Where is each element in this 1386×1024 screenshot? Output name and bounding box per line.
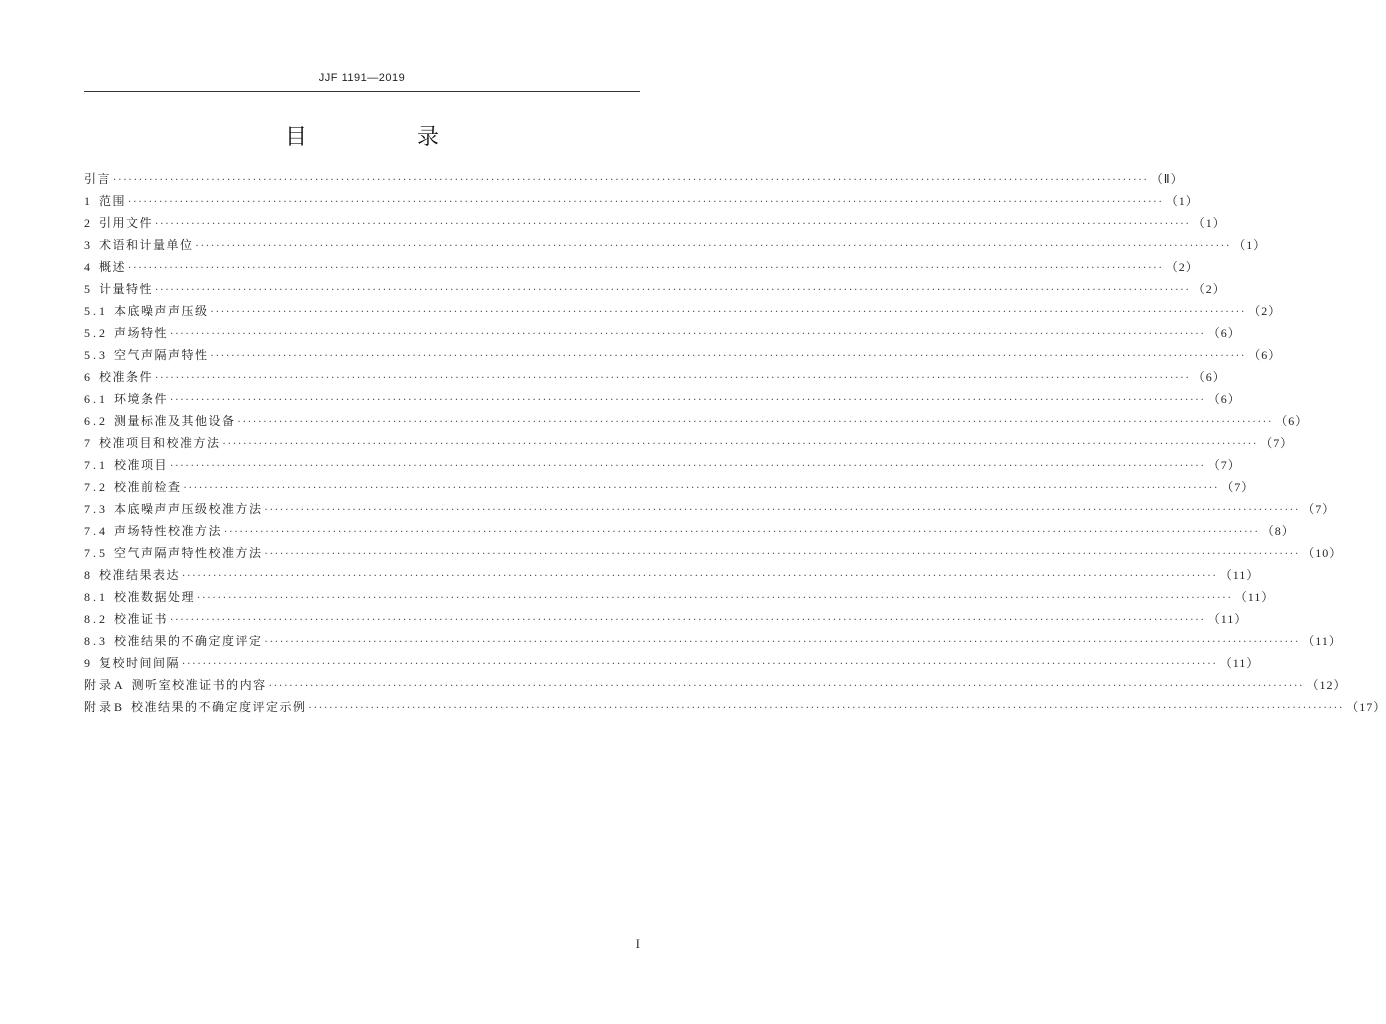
toc-entry-label <box>84 234 194 256</box>
toc-entry-title: 校准项目 <box>114 458 169 472</box>
toc-entry-title: 概述 <box>99 260 127 274</box>
toc-entry-number: 7.5 <box>84 546 108 560</box>
toc-entry-title: 引言 <box>84 172 112 186</box>
toc-leader-dots: ········································································································································································································ <box>264 637 1301 648</box>
toc-entry[interactable] <box>84 212 1226 234</box>
toc-entry-page: （12） <box>1306 678 1347 692</box>
toc-entry-label <box>84 696 307 718</box>
toc-entry-page: （10） <box>1302 546 1343 560</box>
toc-entry-title: 引用文件 <box>99 216 154 230</box>
toc-entry-label <box>84 564 180 586</box>
toc-entry[interactable] <box>84 542 1343 564</box>
toc-leader-dots: ········································································································································································································ <box>224 527 1260 538</box>
toc-leader-dots: ········································································································································································································ <box>182 659 1218 670</box>
toc-entry-page: （7） <box>1302 502 1336 516</box>
toc-entry-page: （7） <box>1221 480 1255 494</box>
toc-entry-label <box>84 256 126 278</box>
toc-entry-page: （6） <box>1275 414 1309 428</box>
toc-entry-page: （17） <box>1346 700 1386 714</box>
toc-entry-label <box>84 498 263 520</box>
toc-leader-dots: ········································································································································································································ <box>210 351 1247 362</box>
toc-entry-number: 7.1 <box>84 458 108 472</box>
toc-leader-dots: ········································································································································································································ <box>268 681 1305 692</box>
toc-entry[interactable] <box>84 520 1295 542</box>
toc-entry-number: 7.2 <box>84 480 108 494</box>
toc-leader-dots: ········································································································································································································ <box>155 219 1191 230</box>
toc-entry-label <box>84 168 111 190</box>
toc-entry-title: 校准项目和校准方法 <box>99 436 221 450</box>
toc-entry-number: 3 <box>84 238 93 252</box>
toc-entry-title: 测听室校准证书的内容 <box>131 678 267 692</box>
toc-entry-label <box>84 630 263 652</box>
toc-entry-page: （1） <box>1165 194 1199 208</box>
toc-leader-dots: ········································································································································································································ <box>237 417 1274 428</box>
toc-entry[interactable] <box>84 168 1184 190</box>
toc-entry-label <box>84 300 209 322</box>
header-rule <box>84 91 640 92</box>
toc-leader-dots: ········································································································································································································ <box>308 703 1345 714</box>
toc-entry-number: 5.2 <box>84 326 108 340</box>
toc-entry[interactable] <box>84 652 1260 674</box>
toc-entry-title: 声场特性 <box>114 326 169 340</box>
toc-entry-page: （Ⅱ） <box>1150 172 1184 186</box>
toc-leader-dots: ········································································································································································································ <box>197 593 1233 604</box>
toc-leader-dots: ········································································································································································································ <box>264 549 1301 560</box>
toc-leader-dots: ········································································································································································································ <box>195 241 1232 252</box>
toc-entry[interactable] <box>84 630 1342 652</box>
toc-entry[interactable] <box>84 300 1282 322</box>
toc-entry-number: 8.3 <box>84 634 108 648</box>
toc-entry-number: 6.2 <box>84 414 108 428</box>
toc-entry-label <box>84 520 222 542</box>
toc-entry-title: 计量特性 <box>99 282 154 296</box>
toc-entry[interactable] <box>84 674 1347 696</box>
toc-entry-label <box>84 190 126 212</box>
toc-entry-number: 8.1 <box>84 590 108 604</box>
toc-entry-page: （2） <box>1248 304 1282 318</box>
toc-entry-number: 6 <box>84 370 93 384</box>
toc-entry-number: 4 <box>84 260 93 274</box>
toc-entry-label <box>84 278 153 300</box>
toc-entry-label <box>84 322 168 344</box>
toc-entry-title: 声场特性校准方法 <box>114 524 223 538</box>
toc-entry[interactable] <box>84 278 1226 300</box>
toc-entry-title: 校准结果表达 <box>99 568 181 582</box>
toc-entry-label <box>84 388 168 410</box>
toc-entry-label <box>84 674 267 696</box>
toc-entry-label <box>84 344 209 366</box>
toc-entry-page: （11） <box>1207 612 1248 626</box>
table-of-contents <box>84 168 1386 718</box>
toc-entry-label <box>84 454 168 476</box>
toc-leader-dots: ········································································································································································································ <box>170 329 1206 340</box>
toc-entry-page: （8） <box>1261 524 1295 538</box>
toc-entry-page: （2） <box>1165 260 1199 274</box>
toc-leader-dots: ········································································································································································································ <box>222 439 1259 450</box>
toc-leader-dots: ········································································································································································································ <box>128 197 1164 208</box>
toc-entry-number: 7.3 <box>84 502 108 516</box>
toc-entry-title: 本底噪声声压级校准方法 <box>114 502 263 516</box>
toc-entry[interactable] <box>84 410 1309 432</box>
toc-entry[interactable] <box>84 608 1248 630</box>
toc-entry[interactable] <box>84 454 1241 476</box>
toc-entry-page: （11） <box>1302 634 1342 648</box>
toc-entry-number: 6.1 <box>84 392 108 406</box>
toc-entry-number: 5.1 <box>84 304 108 318</box>
toc-entry-title: 校准结果的不确定度评定示例 <box>131 700 307 714</box>
toc-entry-number: 1 <box>84 194 93 208</box>
toc-entry-page: （6） <box>1207 392 1241 406</box>
toc-entry-title: 测量标准及其他设备 <box>114 414 236 428</box>
toc-entry-title: 复校时间间隔 <box>99 656 181 670</box>
toc-entry-page: （2） <box>1192 282 1226 296</box>
toc-leader-dots: ········································································································································································································ <box>210 307 1247 318</box>
toc-leader-dots: ········································································································································································································ <box>155 373 1191 384</box>
toc-entry-label <box>84 432 221 454</box>
toc-entry-label <box>84 212 153 234</box>
toc-entry-page: （7） <box>1260 436 1294 450</box>
toc-entry[interactable] <box>84 190 1199 212</box>
toc-entry-number: 7.4 <box>84 524 108 538</box>
toc-leader-dots: ········································································································································································································ <box>183 483 1220 494</box>
toc-entry[interactable] <box>84 234 1267 256</box>
toc-entry-title: 范围 <box>99 194 127 208</box>
toc-entry[interactable] <box>84 564 1260 586</box>
toc-entry-label <box>84 586 195 608</box>
toc-entry-title: 校准结果的不确定度评定 <box>114 634 263 648</box>
toc-entry[interactable] <box>84 696 1386 718</box>
page-number: I <box>635 936 640 951</box>
toc-leader-dots: ········································································································································································································ <box>155 285 1191 296</box>
toc-entry-number: 2 <box>84 216 93 230</box>
toc-entry[interactable] <box>84 432 1294 454</box>
toc-entry-page: （6） <box>1248 348 1282 362</box>
toc-leader-dots: ········································································································································································································ <box>128 263 1164 274</box>
toc-entry[interactable] <box>84 256 1199 278</box>
toc-entry[interactable] <box>84 498 1336 520</box>
toc-entry-number: 9 <box>84 656 93 670</box>
toc-entry-page: （7） <box>1207 458 1241 472</box>
toc-entry[interactable] <box>84 344 1282 366</box>
toc-entry-title: 空气声隔声特性 <box>114 348 209 362</box>
toc-entry[interactable] <box>84 388 1241 410</box>
toc-leader-dots: ········································································································································································································ <box>170 395 1206 406</box>
toc-entry-title: 校准前检查 <box>114 480 182 494</box>
toc-entry-number: 8 <box>84 568 93 582</box>
toc-entry[interactable] <box>84 476 1255 498</box>
toc-entry-label <box>84 542 263 564</box>
toc-entry-number: 8.2 <box>84 612 108 626</box>
toc-entry[interactable] <box>84 586 1275 608</box>
toc-entry-number: 7 <box>84 436 93 450</box>
toc-entry-page: （6） <box>1192 370 1226 384</box>
toc-entry[interactable] <box>84 322 1241 344</box>
toc-entry-title: 校准条件 <box>99 370 154 384</box>
toc-entry-title: 本底噪声声压级 <box>114 304 209 318</box>
toc-entry-label <box>84 608 168 630</box>
toc-entry-label <box>84 476 182 498</box>
toc-leader-dots: ········································································································································································································ <box>170 615 1206 626</box>
toc-entry-page: （11） <box>1234 590 1275 604</box>
toc-entry-page: （11） <box>1219 568 1260 582</box>
toc-entry-label <box>84 366 153 388</box>
toc-leader-dots: ········································································································································································································ <box>170 461 1206 472</box>
toc-entry-page: （1） <box>1192 216 1226 230</box>
toc-entry-page: （6） <box>1207 326 1241 340</box>
toc-entry-label <box>84 410 236 432</box>
toc-entry[interactable] <box>84 366 1226 388</box>
toc-entry-title: 环境条件 <box>114 392 169 406</box>
toc-leader-dots: ········································································································································································································ <box>182 571 1218 582</box>
toc-entry-number: 5 <box>84 282 93 296</box>
toc-leader-dots: ········································································································································································································ <box>264 505 1301 516</box>
toc-entry-number: 附录A <box>84 678 126 692</box>
toc-entry-title: 术语和计量单位 <box>99 238 194 252</box>
toc-entry-number: 5.3 <box>84 348 108 362</box>
document-code-header: JJF 1191—2019 <box>318 72 406 84</box>
toc-entry-label <box>84 652 180 674</box>
toc-entry-title: 校准数据处理 <box>114 590 196 604</box>
toc-entry-page: （11） <box>1219 656 1260 670</box>
toc-leader-dots: ········································································································································································································ <box>113 175 1149 186</box>
page-title: 目 录 <box>284 125 483 150</box>
toc-entry-page: （1） <box>1233 238 1267 252</box>
toc-entry-number: 附录B <box>84 700 126 714</box>
toc-entry-title: 空气声隔声特性校准方法 <box>114 546 263 560</box>
toc-entry-title: 校准证书 <box>114 612 169 626</box>
